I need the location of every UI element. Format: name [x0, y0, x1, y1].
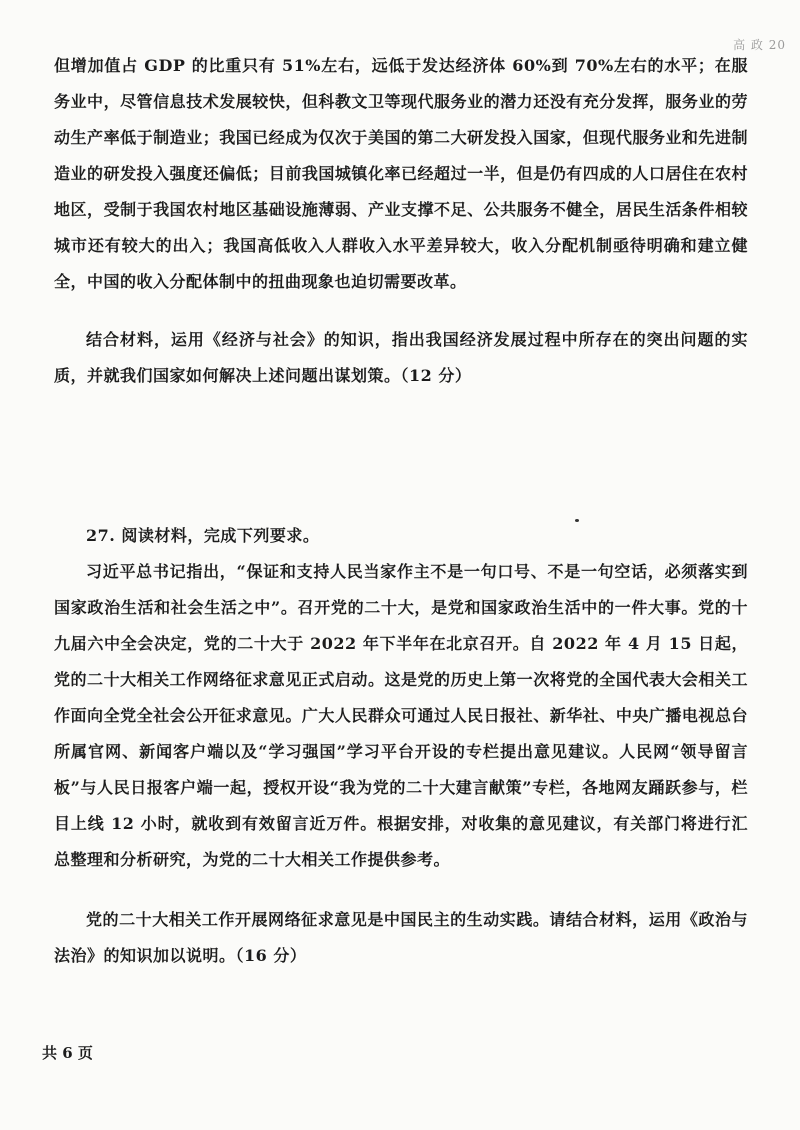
page-footer: 共 6 页	[42, 1044, 93, 1062]
question-27-heading: 27. 阅读材料，完成下列要求。	[86, 526, 320, 545]
question-26-prompt: 结合材料，运用《经济与社会》的知识，指出我国经济发展过程中所存在的突出问题的实质，并就我们国家如何解决上述问题出谋划策。（12 分）	[54, 330, 748, 385]
page-corner-mark: 高 政 20	[733, 38, 786, 52]
material-paragraph-continued: 但增加值占 GDP 的比重只有 51%左右，远低于发达经济体 60%到 70%左右的水平；在服务业中，尽管信息技术发展较快，但科教文卫等现代服务业的潜力还没有充分发挥，服务业的劳动生产率低于制造业；我国已经成为仅次于美国的第二大研发投入国家，但现代服务业和先进制造业的研发投入强度还偏低；目前我国城镇化率已经超过一半，但是仍有四成的人口居住在农村地区，受制于我国农村地区基础设施薄弱、产业支撑不足、公共服务不健全，居民生活条件相较城市还有较大的出入；我国高低收入人群收入水平差异较大，收入分配机制亟待明确和建立健全，中国的收入分配体制中的扭曲现象也迫切需要改革。	[54, 56, 748, 291]
question-27-material: 习近平总书记指出，“保证和支持人民当家作主不是一句口号、不是一句空话，必须落实到国家政治生活和社会生活之中”。召开党的二十大，是党和国家政治生活中的一件大事。党的十九届六中全会决定，党的二十大于 2022 年下半年在北京召开。自 2022 年 4 月 15 日起，党的二十大相关工作网络征求意见正式启动。这是党的历史上第一次将党的全国代表大会相关工作面向全党全社会公开征求意见。广大人民群众可通过人民日报社、新华社、中央广播电视总台所属官网、新闻客户端以及“学习强国”学习平台开设的专栏提出意见建议。人民网“领导留言板”与人民日报客户端一起，授权开设“我为党的二十大建言献策”专栏，各地网友踊跃参与，栏目上线 12 小时，就收到有效留言近万件。根据安排，对收集的意见建议，有关部门将进行汇总整理和分析研究，为党的二十大相关工作提供参考。	[54, 562, 748, 869]
scan-speck	[575, 519, 579, 522]
question-27-prompt: 党的二十大相关工作开展网络征求意见是中国民主的生动实践。请结合材料，运用《政治与法治》的知识加以说明。（16 分）	[54, 910, 748, 965]
